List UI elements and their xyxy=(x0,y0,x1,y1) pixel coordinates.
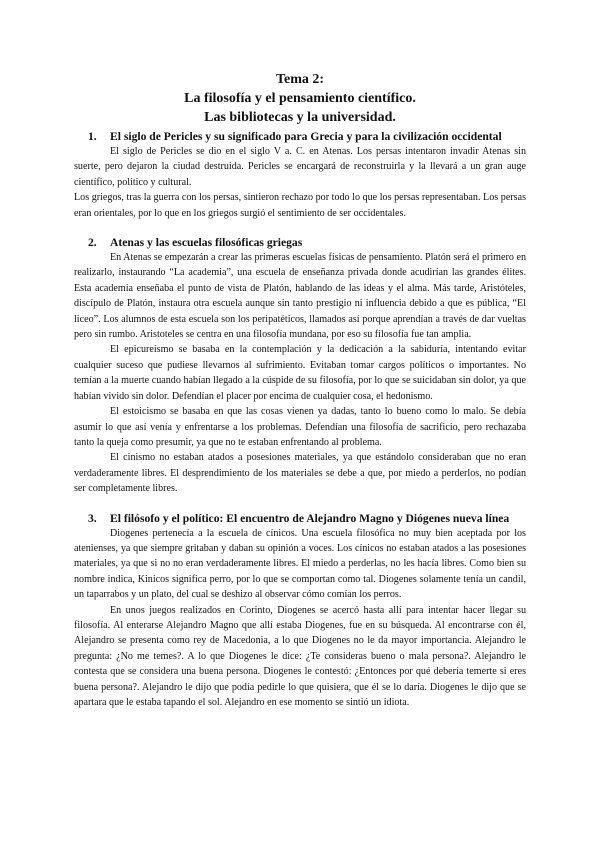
section-3 xyxy=(74,511,526,711)
section-heading xyxy=(74,129,526,144)
paragraph: El estoicismo se basaba en que las cosas vienen ya dadas, tanto lo bueno como lo malo. Se debía asumir lo que así venía y enfrentarse a los problemas. Defendían una filosofía de sacrificio, pero rechazaba tanto la queja como presumir, ya que no te estaban enfrentando al problema. xyxy=(74,406,526,448)
section-2 xyxy=(74,235,526,497)
paragraph: El cinismo no estaban atados a posesiones materiales, ya que estándolo consideraban que no eran verdaderamente libres. El desprendimiento de los materiales se debe a que, por miedo a perderlos, no podían ser completamente libres. xyxy=(74,452,526,495)
section-1 xyxy=(74,129,526,221)
paragraph: El siglo de Pericles se dio en el siglo V a. C. en Atenas. Los persas intentaron invadir Atenas sin suerte, pero dejaron la ciudad destruida. Pericles se encargará de reconstruirla y la llevará a un gran auge científico, político y cultural. xyxy=(74,146,526,188)
topic-number: Tema 2: xyxy=(275,72,325,87)
section-number: 3. xyxy=(88,511,97,525)
paragraph: Los griegos, tras la guerra con los persas, sintieron rechazo por todo lo que los persas representaban. Los persas eran orientales, por lo que en los griegos surgió el sentimiento de ser occidentales. xyxy=(74,192,526,219)
paragraph: En unos juegos realizados en Corinto, Diogenes se acercó hasta allí para intentar hacer llegar su filosofía. Al enterarse Alejandro Magno que allí estaba Diogenes, fue en su búsqueda. Al encontrarse con él, Alejandro se presenta como rey de Macedonia, a lo que Diogenes no le da mayor importancia. Alejandro le pregunta: ¿No me temes?. A lo que Diogenes le dice: ¿Te consideras bueno o mala persona?. Alejandro le contesta que se considera una buena persona. Diogenes le contestó: ¿Entonces por qué debería temerte si eres buena persona?. Alejandro le dijo que podía pedirle lo que quisiera, que él se lo daría. Diogenes le dijo que se apartara que le estaba tapando el sol. Alejandro en ese momento se sintió un idiota. xyxy=(74,604,526,708)
section-heading-text: El siglo de Pericles y su significado para Grecia y para la civilización occidental xyxy=(110,130,502,143)
paragraph: Diogenes pertenecía a la escuela de cínicos. Una escuela filosófica no muy bien aceptada por los atenienses, ya que siempre gritaban y daban su opinión a voces. Los cínicos no estaban atados a las posesiones materiales, ya que si no no eran verdaderamente libres. El miedo a perderlas, no les hacía libres. Como bien su nombre indica, Kinicos significa perro, por lo que se comportan como tal. Diogenes solamente tenía un candil, un taparrabos y un plato, del cual se deshizo al observar cómo comían los perros. xyxy=(74,527,526,601)
section-heading-text: Atenas y las escuelas filosóficas griegas xyxy=(110,236,303,250)
section-number: 1. xyxy=(88,130,97,143)
section-number: 2. xyxy=(88,236,97,250)
section-heading-text: El filósofo y el político: El encuentro de Alejandro Magno y Diógenes nueva línea xyxy=(110,511,510,525)
document-title-block xyxy=(74,70,526,127)
paragraph: El epicureísmo se basaba en la contemplación y la dedicación a la sabiduría, intentando evitar cualquier suceso que pudiese llevarnos al sufrimiento. Evitaban tomar cargos políticos o importantes. No temían a la muerte cuando habían llegado a la cúspide de su filosofía, por lo que se suicidaban sin dolor, ya que habían vivido sin dolor. Defendían el placer por encima de cualquier cosa, el hedonismo. xyxy=(74,344,526,402)
section-heading xyxy=(74,235,526,250)
section-heading xyxy=(74,511,526,526)
topic-title: La filosofía y el pensamiento científico. xyxy=(184,91,416,106)
paragraph: En Atenas se empezarán a crear las primeras escuelas físicas de pensamiento. Platón será el primero en realizarlo, instaurando “La academia”, una escuela de enseñanza privada donde acudirían las grandes élites. Esta academia enseñaba el punto de vista de Platón, hablando de las ideas y el alma. Más tarde, Aristóteles, discípulo de Platón, instaura otra escuela aunque sin tanto prestigio ni influencia debido a que es pública, “El liceo”. Los alumnos de esta escuela son los peripatéticos, llamados así porque aprendían a través de dar vueltas pero sin rumbo. Aristoteles se centra en una filosofía mundana, por eso su filosofía fue tan amplia. xyxy=(74,252,526,341)
topic-subtitle: Las bibliotecas y la universidad. xyxy=(204,110,396,125)
